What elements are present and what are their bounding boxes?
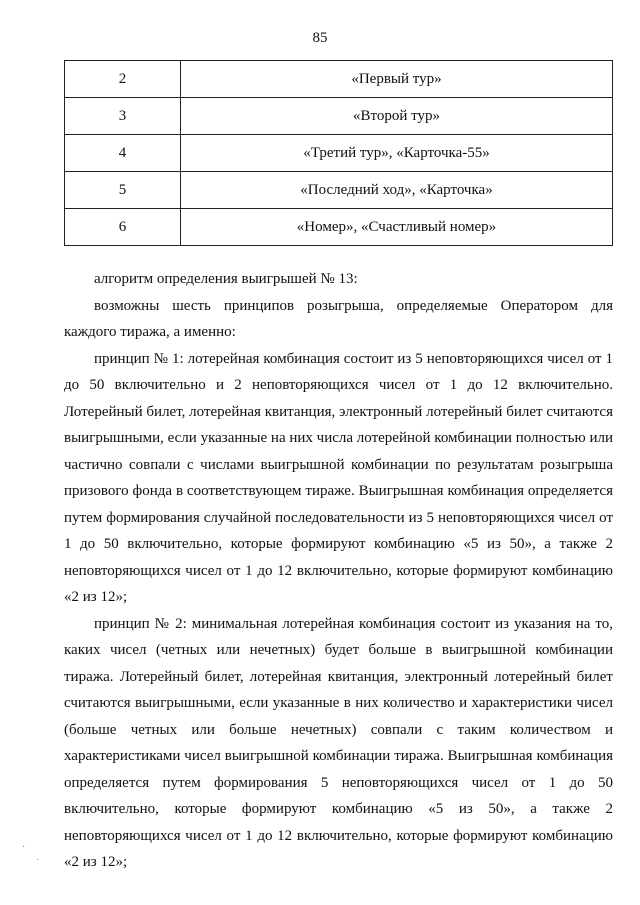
table-row: [65, 135, 613, 172]
paragraph-principle-1: принцип № 1: лотерейная комбинация состоит из 5 неповторяющихся чисел от 1 до 50 включительно и 2 неповторяющихся чисел от 1 до 12 включительно. Лотерейный билет, лотерейная квитанция, электронный лотерейный билет считаются выигрышными, если указанные на них числа лотерейной комбинации полностью или частично совпали с числами выигрышной комбинации по результатам розыгрыша призового фонда в соответствующем тираже. Выигрышная комбинация определяется путем формирования случайной последовательности из 5 неповторяющихся чисел от 1 до 50 включительно, которые формируют комбинацию «5 из 50», а также 2 неповторяющихся чисел от 1 до 12 включительно, которые формируют комбинацию «2 из 12»;: [64, 350, 613, 605]
scan-speck: ˙: [36, 858, 40, 869]
scan-speck: ·: [22, 842, 26, 853]
table-cell-number: 4: [65, 135, 181, 172]
table-cell-number: 3: [65, 98, 181, 135]
table-cell-name: «Номер», «Счастливый номер»: [181, 209, 613, 246]
table-cell-number: 5: [65, 172, 181, 209]
table-cell-name: «Второй тур»: [181, 98, 613, 135]
table-row: [65, 98, 613, 135]
table-cell-name: «Последний ход», «Карточка»: [181, 172, 613, 209]
table-cell-name: «Третий тур», «Карточка-55»: [181, 135, 613, 172]
table-row: [65, 61, 613, 98]
table-row: [65, 172, 613, 209]
table-cell-number: 2: [65, 61, 181, 98]
paragraph-principles-intro: возможны шесть принципов розыгрыша, определяемые Оператором для каждого тиража, а именно:: [64, 297, 613, 340]
paragraph-principle-2: принцип № 2: минимальная лотерейная комбинация состоит из указания на то, каких чисел (четных или нечетных) будет больше в выигрышной комбинации тиража. Лотерейный билет, лотерейная квитанция, электронный лотерейный билет считаются выигрышными, если указанные в них количество и характеристики чисел (больше четных или больше нечетных) совпали с таким количеством и характеристиками чисел выигрышной комбинации тиража. Выигрышная комбинация определяется путем формирования 5 неповторяющихся чисел от 1 до 50 включительно, которые формируют комбинацию «5 из 50», а также 2 неповторяющихся чисел от 1 до 12 включительно, которые формируют комбинацию «2 из 12»;: [64, 615, 613, 870]
body-text: [64, 266, 613, 876]
lottery-table: [64, 60, 613, 246]
table-cell-number: 6: [65, 209, 181, 246]
table-row: [65, 209, 613, 246]
paragraph-algorithm-heading: алгоритм определения выигрышей № 13:: [94, 271, 358, 287]
table-cell-name: «Первый тур»: [181, 61, 613, 98]
page-number: 85: [312, 30, 328, 46]
